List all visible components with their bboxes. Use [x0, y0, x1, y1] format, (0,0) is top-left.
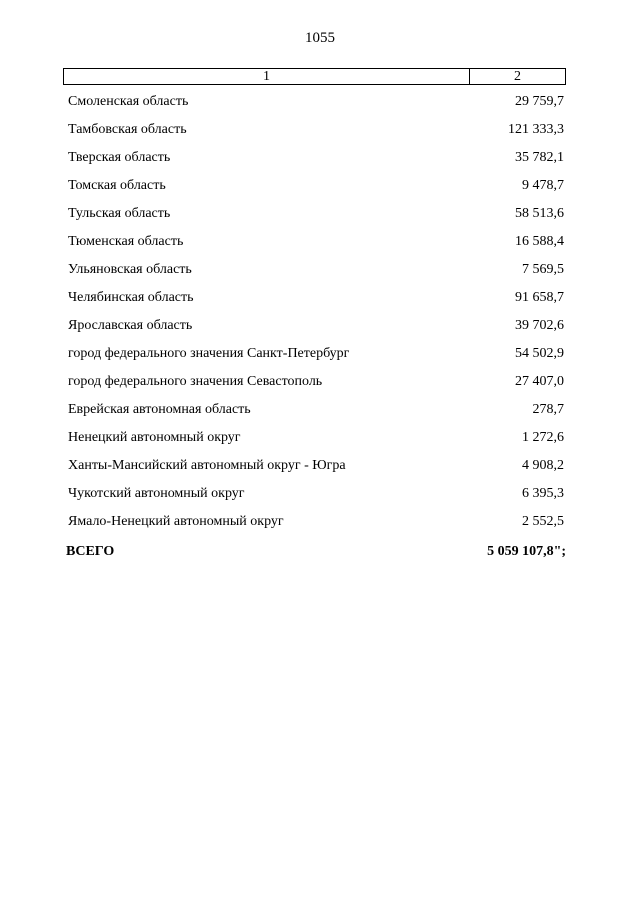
amount-value: 27 407,0: [515, 374, 564, 389]
region-name: Томская область: [68, 178, 166, 193]
region-name: Ненецкий автономный округ: [68, 430, 241, 445]
column-header-1: 1: [64, 69, 470, 84]
table-row: [68, 508, 564, 536]
table-row: [68, 340, 564, 368]
table-row: [68, 368, 564, 396]
table-row: [68, 312, 564, 340]
amount-value: 1 272,6: [522, 430, 564, 445]
amount-value: 91 658,7: [515, 290, 564, 305]
region-name: Тульская область: [68, 206, 171, 221]
table-row: [68, 256, 564, 284]
region-name: Чукотский автономный округ: [68, 486, 245, 501]
amount-value: 7 569,5: [522, 262, 564, 277]
table-row: [68, 396, 564, 424]
region-name: Еврейская автономная область: [68, 402, 251, 417]
table-row: [68, 424, 564, 452]
region-name: Ульяновская область: [68, 262, 192, 277]
table-row: [68, 228, 564, 256]
amount-value: 29 759,7: [515, 94, 564, 109]
region-name: Смоленская область: [68, 94, 189, 109]
region-name: Челябинская область: [68, 290, 194, 305]
total-row: [66, 544, 566, 560]
table-body: [68, 88, 564, 536]
region-name: город федерального значения Севастополь: [68, 374, 323, 389]
region-name: Ханты-Мансийский автономный округ - Югра: [68, 458, 346, 473]
amount-value: 54 502,9: [515, 346, 564, 361]
region-name: Тамбовская область: [68, 122, 187, 137]
total-label: ВСЕГО: [66, 544, 115, 559]
amount-value: 9 478,7: [522, 178, 564, 193]
amount-value: 278,7: [532, 402, 564, 417]
region-name: город федерального значения Санкт-Петербург: [68, 346, 350, 361]
table-row: [68, 452, 564, 480]
region-name: Тюменская область: [68, 234, 184, 249]
amount-value: 16 588,4: [515, 234, 564, 249]
table-column-header: [63, 68, 566, 85]
column-header-2: 2: [514, 69, 521, 84]
table-row: [68, 200, 564, 228]
total-value: 5 059 107,8";: [487, 544, 566, 559]
amount-value: 2 552,5: [522, 514, 564, 529]
table-row: [68, 480, 564, 508]
region-name: Ямало-Ненецкий автономный округ: [68, 514, 284, 529]
table-row: [68, 116, 564, 144]
amount-value: 58 513,6: [515, 206, 564, 221]
amount-value: 121 333,3: [508, 122, 564, 137]
table-row: [68, 88, 564, 116]
amount-value: 6 395,3: [522, 486, 564, 501]
table-row: [68, 284, 564, 312]
table-row: [68, 172, 564, 200]
amount-value: 4 908,2: [522, 458, 564, 473]
page-number: 1055: [305, 30, 335, 46]
amount-value: 39 702,6: [515, 318, 564, 333]
region-name: Тверская область: [68, 150, 171, 165]
amount-value: 35 782,1: [515, 150, 564, 165]
table-row: [68, 144, 564, 172]
region-name: Ярославская область: [68, 318, 193, 333]
